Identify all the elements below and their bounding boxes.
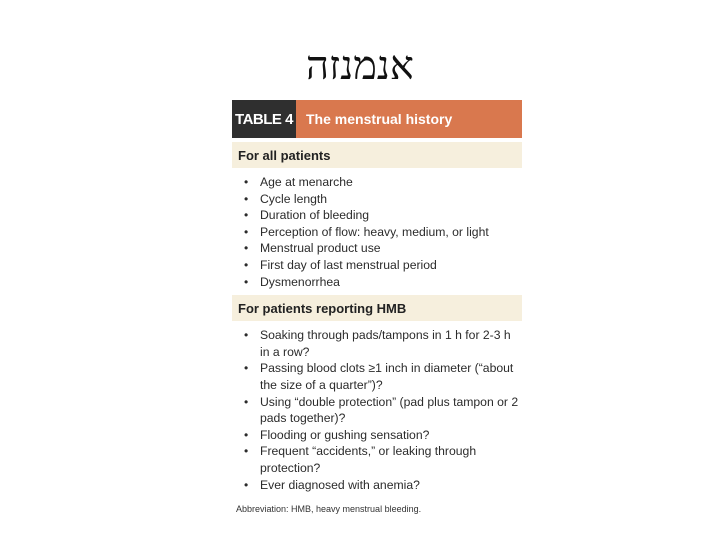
hmb-patients-list — [232, 321, 522, 498]
section-heading-all-patients: For all patients — [232, 142, 522, 168]
table-header — [232, 100, 522, 138]
list-item: • Frequent “accidents,” or leaking through protection? — [242, 443, 522, 476]
list-item: • Using “double protection” (pad plus tampon or 2 pads together)? — [242, 394, 522, 427]
list-item: • Perception of flow: heavy, medium, or light — [242, 224, 522, 241]
list-item: • Passing blood clots ≥1 inch in diameter (“about the size of a quarter”)? — [242, 360, 522, 393]
slide-title: אנמנזה — [306, 43, 414, 89]
list-item: • First day of last menstrual period — [242, 257, 522, 274]
list-item: • Age at menarche — [242, 174, 522, 191]
table-number-label: TABLE 4 — [232, 100, 296, 138]
list-item: • Duration of bleeding — [242, 207, 522, 224]
menstrual-history-table — [232, 100, 522, 514]
list-item: • Cycle length — [242, 191, 522, 208]
list-item: • Flooding or gushing sensation? — [242, 427, 522, 444]
table-title: The menstrual history — [296, 100, 522, 138]
all-patients-list — [232, 168, 522, 295]
list-item: • Soaking through pads/tampons in 1 h for 2-3 h in a row? — [242, 327, 522, 360]
list-item: • Menstrual product use — [242, 240, 522, 257]
section-heading-hmb-patients: For patients reporting HMB — [232, 295, 522, 321]
list-item: • Dysmenorrhea — [242, 274, 522, 291]
list-item: • Ever diagnosed with anemia? — [242, 477, 522, 494]
abbreviation-note: Abbreviation: HMB, heavy menstrual bleeding. — [236, 504, 422, 515]
